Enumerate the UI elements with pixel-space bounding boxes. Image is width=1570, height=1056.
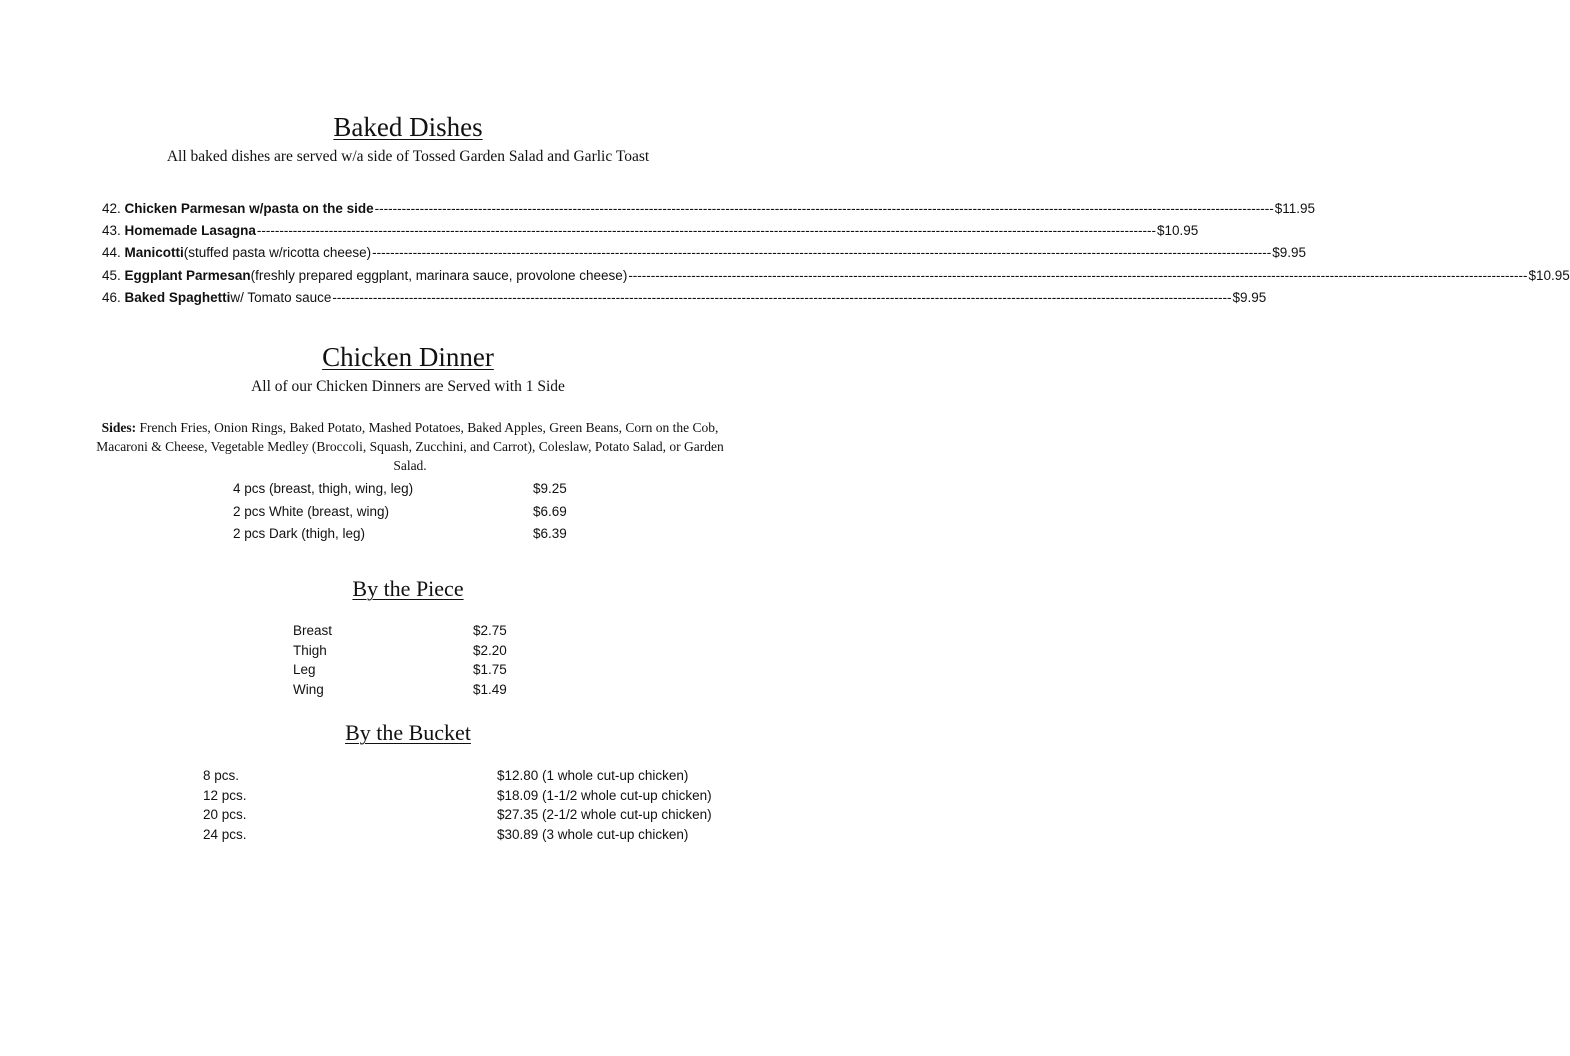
dinner-price: $9.25 (533, 481, 567, 496)
dinner-label: 2 pcs White (breast, wing) (233, 504, 390, 519)
menu-item-44 (102, 245, 1307, 267)
menu-item-42 (102, 201, 1316, 223)
bucket-price: $12.80 (1 whole cut-up chicken) (497, 768, 689, 783)
item-number: 45. (102, 268, 121, 283)
item-name: Baked Spaghetti (124, 290, 231, 305)
menu-item-45 (102, 268, 1570, 290)
bucket-label: 24 pcs. (203, 827, 247, 842)
baked-dishes-title: Baked Dishes (333, 112, 483, 142)
item-number: 43. (102, 223, 121, 238)
sides-list (80, 418, 740, 475)
piece-price: $2.20 (473, 643, 507, 658)
dot-leader: -------------------------------------------------------------------------------------------------------------------------------------------------------------------------------------------------------- (628, 268, 1528, 283)
piece-price: $2.75 (473, 623, 507, 638)
bucket-label: 20 pcs. (203, 807, 247, 822)
dinner-label: 2 pcs Dark (thigh, leg) (233, 526, 366, 541)
chicken-dinner-title: Chicken Dinner (322, 342, 494, 372)
item-price: $10.95 (1156, 223, 1199, 238)
item-name: Chicken Parmesan w/pasta on the side (124, 201, 374, 216)
sides-text: French Fries, Onion Rings, Baked Potato, Mashed Potatoes, Baked Apples, Green Beans, Corn on the Cob, Macaroni & Cheese, Vegetable Medley (Broccoli, Squash, Zucchini, and Carrot), Coleslaw, Potato Salad, or Garden Salad. (96, 420, 724, 473)
menu-item-46 (102, 290, 1267, 312)
item-number: 42. (102, 201, 121, 216)
item-name: Homemade Lasagna (124, 223, 256, 238)
sides-label: Sides: (101, 420, 137, 435)
item-description: (freshly prepared eggplant, marinara sauce, provolone cheese) (250, 268, 628, 283)
item-price: $9.95 (1272, 245, 1307, 260)
piece-label: Breast (293, 623, 333, 638)
item-name: Manicotti (124, 245, 184, 260)
piece-label: Leg (293, 662, 316, 677)
dot-leader: -------------------------------------------------------------------------------------------------------------------------------------------------------------------------------------------------------- (256, 223, 1156, 238)
by-the-bucket-title: By the Bucket (345, 720, 471, 745)
item-name: Eggplant Parmesan (124, 268, 251, 283)
item-description: (stuffed pasta w/ricotta cheese) (183, 245, 372, 260)
bucket-price: $27.35 (2-1/2 whole cut-up chicken) (497, 807, 712, 822)
dinner-price: $6.69 (533, 504, 567, 519)
piece-price: $1.75 (473, 662, 507, 677)
item-price: $11.95 (1274, 201, 1316, 216)
dinner-price: $6.39 (533, 526, 567, 541)
item-description: w/ Tomato sauce (230, 290, 332, 305)
baked-dishes-subtitle: All baked dishes are served w/a side of Tossed Garden Salad and Garlic Toast (166, 148, 650, 165)
bucket-price: $18.09 (1-1/2 whole cut-up chicken) (497, 788, 712, 803)
item-number: 44. (102, 245, 121, 260)
dot-leader: -------------------------------------------------------------------------------------------------------------------------------------------------------------------------------------------------------- (374, 201, 1274, 216)
bucket-price: $30.89 (3 whole cut-up chicken) (497, 827, 689, 842)
dot-leader: -------------------------------------------------------------------------------------------------------------------------------------------------------------------------------------------------------- (332, 290, 1232, 305)
chicken-dinner-subtitle: All of our Chicken Dinners are Served with 1 Side (251, 378, 565, 395)
by-the-piece-title: By the Piece (352, 576, 464, 601)
piece-label: Thigh (293, 643, 327, 658)
item-price: $10.95 (1528, 268, 1570, 283)
piece-price: $1.49 (473, 682, 507, 697)
bucket-label: 8 pcs. (203, 768, 240, 783)
dinner-label: 4 pcs (breast, thigh, wing, leg) (233, 481, 414, 496)
item-price: $9.95 (1232, 290, 1267, 305)
item-number: 46. (102, 290, 121, 305)
bucket-label: 12 pcs. (203, 788, 247, 803)
dot-leader: -------------------------------------------------------------------------------------------------------------------------------------------------------------------------------------------------------- (372, 245, 1272, 260)
piece-label: Wing (293, 682, 324, 697)
menu-item-43 (102, 223, 1199, 245)
